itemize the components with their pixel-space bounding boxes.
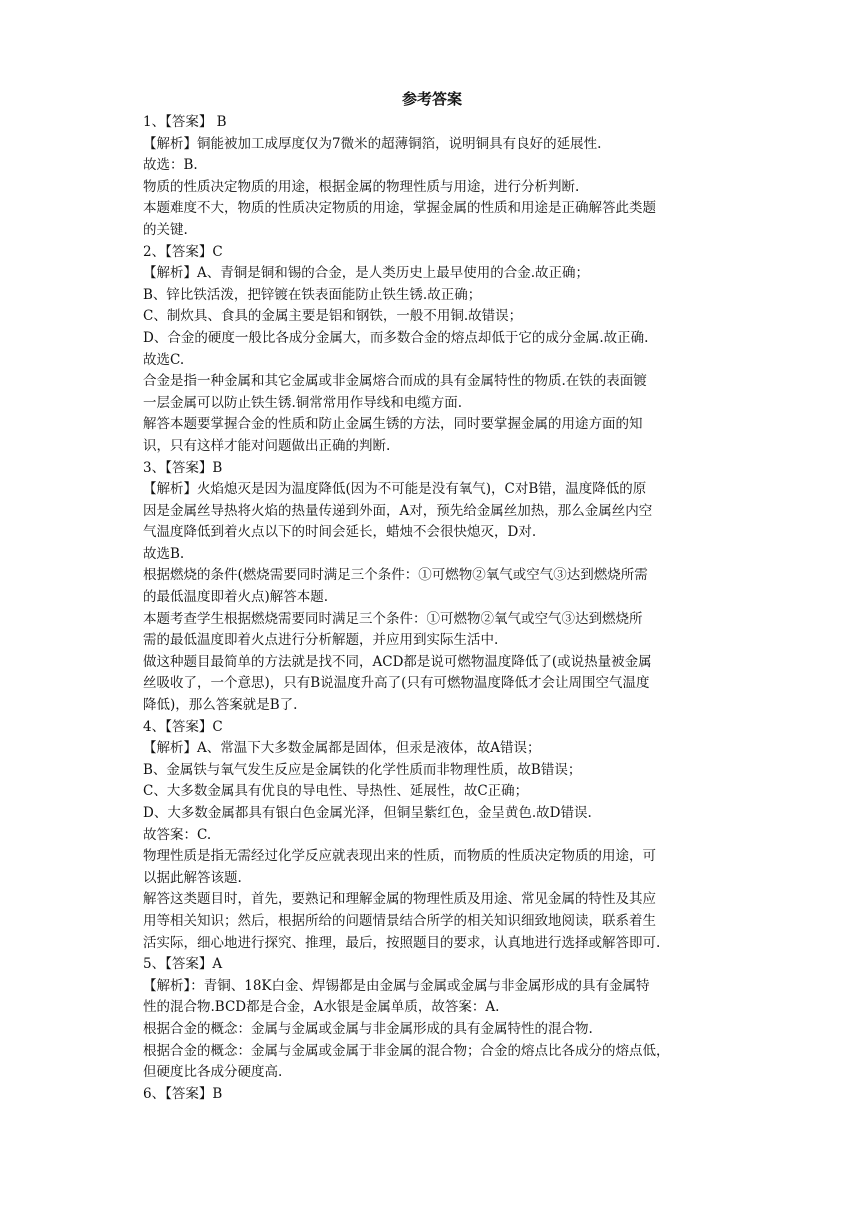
text-line: 本题考查学生根据燃烧需要同时满足三个条件：①可燃物②氧气或空气③达到燃烧所 [143, 610, 643, 627]
text-line: 一层金属可以防止铁生锈.铜常常用作导线和电缆方面. [143, 394, 463, 411]
text-line: 但硬度比各成分硬度高. [143, 1064, 283, 1081]
text-line: 1、【答案】 B [143, 114, 227, 130]
text-line: 降低)，那么答案就是B了. [143, 697, 298, 714]
text-line: 2、【答案】C [143, 243, 223, 260]
text-line: 6、【答案】B [143, 1085, 223, 1102]
text-line: 气温度降低到着火点以下的时间会延长，蜡烛不会很快熄灭，D对. [143, 524, 537, 541]
text-line: 故选C. [143, 351, 185, 368]
text-line: 活实际，细心地进行探究、推理，最后，按照题目的要求，认真地进行选择或解答即可. [143, 934, 661, 951]
page-title: 参考答案 [401, 90, 462, 108]
text-line: 做这种题目最简单的方法就是找不同，ACD都是说可燃物温度降低了(或说热量被金属 [143, 653, 652, 670]
text-line: 本题难度不大，物质的性质决定物质的用途，掌握金属的性质和用途是正确解答此类题 [143, 200, 656, 217]
text-line: 故答案：C. [143, 826, 212, 843]
text-line: B、金属铁与氧气发生反应是金属铁的化学性质而非物理性质，故B错误； [143, 761, 582, 778]
text-line: 故选B. [143, 545, 185, 562]
text-line: 解答这类题目时，首先，要熟记和理解金属的物理性质及用途、常见金属的特性及其应 [143, 891, 656, 908]
text-line: 【解析】铜能被加工成厚度仅为7微米的超薄铜箔，说明铜具有良好的延展性. [143, 135, 602, 152]
text-line: 因是金属丝导热将火焰的热量传递到外面，A对，预先给金属丝加热，那么金属丝内空 [143, 502, 653, 519]
text-line: 物质的性质决定物质的用途，根据金属的物理性质与用途，进行分析判断. [143, 178, 580, 195]
text-line: 丝吸收了，一个意思)，只有B说温度升高了(只有可燃物温度降低才会让周围空气温度 [143, 675, 650, 692]
text-line: 识，只有这样才能对问题做出正确的判断. [143, 437, 391, 454]
text-line: 合金是指一种金属和其它金属或非金属熔合而成的具有金属特性的物质.在铁的表面镀 [143, 373, 647, 390]
answer-body [143, 112, 721, 1105]
text-line: 【解析】A、常温下大多数金属都是固体，但汞是液体，故A错误； [143, 740, 541, 757]
text-line: 根据合金的概念：金属与金属或金属与非金属形成的具有金属特性的混合物. [143, 1020, 593, 1037]
text-line: 需的最低温度即着火点进行分析解题，并应用到实际生活中. [143, 632, 499, 649]
text-line: 用等相关知识；然后，根据所给的问题情景结合所学的相关知识细致地阅读，联系着生 [143, 912, 656, 929]
text-line: 根据燃烧的条件(燃烧需要同时满足三个条件：①可燃物②氧气或空气③达到燃烧所需 [143, 567, 648, 584]
text-line: C、大多数金属具有优良的导电性、导热性、延展性，故C正确； [143, 783, 529, 800]
text-line: 解答本题要掌握合金的性质和防止金属生锈的方法，同时要掌握金属的用途方面的知 [143, 416, 643, 433]
answer-document [143, 88, 721, 1105]
text-line: 根据合金的概念：金属与金属或金属于非金属的混合物；合金的熔点比各成分的熔点低， [143, 1042, 670, 1059]
text-line: 4、【答案】C [143, 718, 223, 735]
text-line: 的关键. [143, 221, 188, 238]
text-line: D、大多数金属都具有银白色金属光泽，但铜呈紫红色，金呈黄色.故D错误. [143, 805, 592, 821]
text-line: 5、【答案】A [143, 956, 223, 973]
text-line: D、合金的硬度一般比各成分金属大，而多数合金的熔点却低于它的成分金属.故正确. [143, 329, 649, 346]
text-line: C、制炊具、食具的金属主要是铝和钢铁，一般不用铜.故错误； [143, 308, 523, 325]
text-line: 3、【答案】B [143, 459, 223, 476]
text-line: B、锌比铁活泼，把锌镀在铁表面能防止铁生锈.故正确； [143, 286, 482, 303]
text-line: 性的混合物.BCD都是合金，A水银是金属单质，故答案：A. [143, 999, 500, 1016]
text-line: 故选：B. [143, 157, 198, 174]
text-line: 以据此解答该题. [143, 869, 242, 886]
text-line: 物理性质是指无需经过化学反应就表现出来的性质，而物质的性质决定物质的用途，可 [143, 848, 656, 865]
text-line: 【解析】A、青铜是铜和锡的合金，是人类历史上最早使用的合金.故正确； [143, 265, 590, 282]
text-line: 【解析】：青铜、18K白金、焊锡都是由金属与金属或金属与非金属形成的具有金属特 [143, 977, 650, 994]
text-line: 【解析】火焰熄灭是因为温度降低(因为不可能是没有氧气)，C对B错，温度降低的原 [143, 481, 647, 498]
text-line: 的最低温度即着火点)解答本题. [143, 589, 329, 606]
